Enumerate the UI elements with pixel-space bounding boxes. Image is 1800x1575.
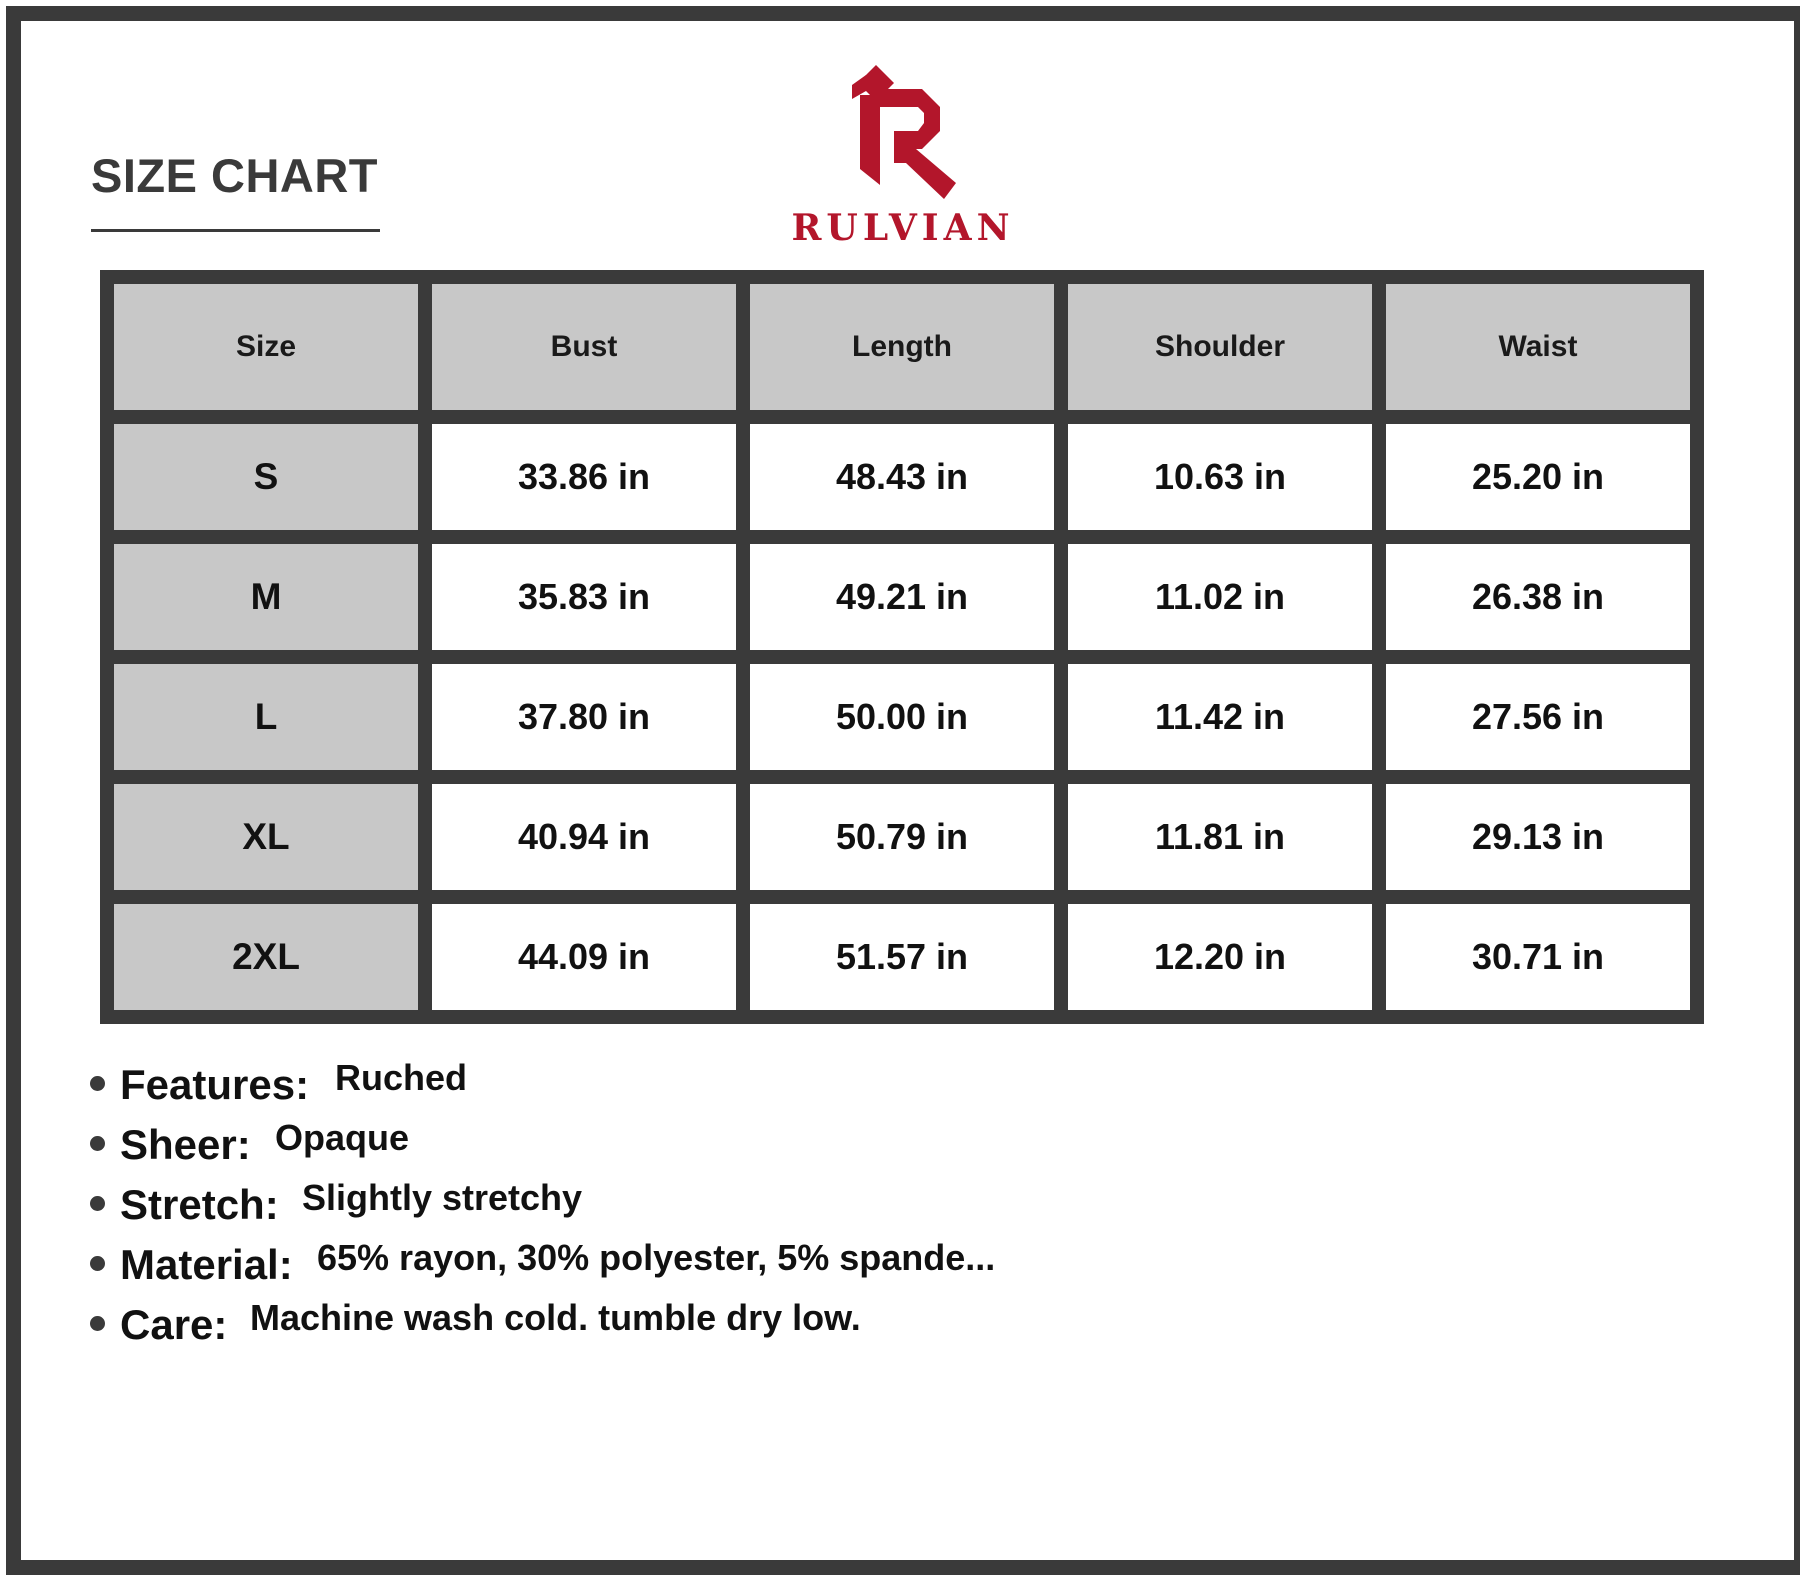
title-underline [91,229,380,232]
bust-cell: 44.09 in [432,904,736,1010]
column-header-bust: Bust [432,284,736,410]
size-cell: XL [114,784,418,890]
waist-cell: 29.13 in [1386,784,1690,890]
feature-label: Features: [120,1061,310,1108]
shoulder-cell: 10.63 in [1068,424,1372,530]
size-table [100,270,1704,1024]
table-row [114,544,1690,650]
brand-name: RULVIAN [791,207,1015,249]
bust-cell: 37.80 in [432,664,736,770]
shoulder-cell: 11.42 in [1068,664,1372,770]
column-header-length: Length [750,284,1054,410]
feature-value: Slightly stretchy [302,1177,583,1218]
shoulder-cell: 12.20 in [1068,904,1372,1010]
feature-label: Material: [120,1241,293,1288]
feature-label: Stretch: [120,1181,279,1228]
bullet-icon [90,1136,105,1151]
table-row [114,904,1690,1010]
shoulder-cell: 11.81 in [1068,784,1372,890]
table-row [114,424,1690,530]
table-row [114,664,1690,770]
brand-logo [783,65,1023,249]
waist-cell: 27.56 in [1386,664,1690,770]
table-row [114,784,1690,890]
shoulder-cell: 11.02 in [1068,544,1372,650]
column-header-waist: Waist [1386,284,1690,410]
feature-value: 65% rayon, 30% polyester, 5% spande... [317,1237,996,1278]
length-cell: 48.43 in [750,424,1054,530]
feature-value: Opaque [275,1117,410,1158]
column-header-shoulder: Shoulder [1068,284,1372,410]
waist-cell: 25.20 in [1386,424,1690,530]
bust-cell: 35.83 in [432,544,736,650]
size-cell: 2XL [114,904,418,1010]
page-title: SIZE CHART [91,149,378,202]
bullet-icon [90,1076,105,1091]
bullet-icon [90,1196,105,1211]
length-cell: 51.57 in [750,904,1054,1010]
bullet-icon [90,1316,105,1331]
size-cell: S [114,424,418,530]
length-cell: 49.21 in [750,544,1054,650]
size-cell: L [114,664,418,770]
bullet-icon [90,1256,105,1271]
waist-cell: 26.38 in [1386,544,1690,650]
size-cell: M [114,544,418,650]
bust-cell: 33.86 in [432,424,736,530]
bust-cell: 40.94 in [432,784,736,890]
column-header-size: Size [114,284,418,410]
feature-value: Ruched [335,1057,468,1098]
length-cell: 50.00 in [750,664,1054,770]
table-header-row [114,284,1690,410]
brand-logo-mark-icon [836,65,958,201]
feature-label: Sheer: [120,1121,251,1168]
feature-value: Machine wash cold. tumble dry low. [250,1297,861,1338]
waist-cell: 30.71 in [1386,904,1690,1010]
length-cell: 50.79 in [750,784,1054,890]
feature-label: Care: [120,1301,228,1348]
